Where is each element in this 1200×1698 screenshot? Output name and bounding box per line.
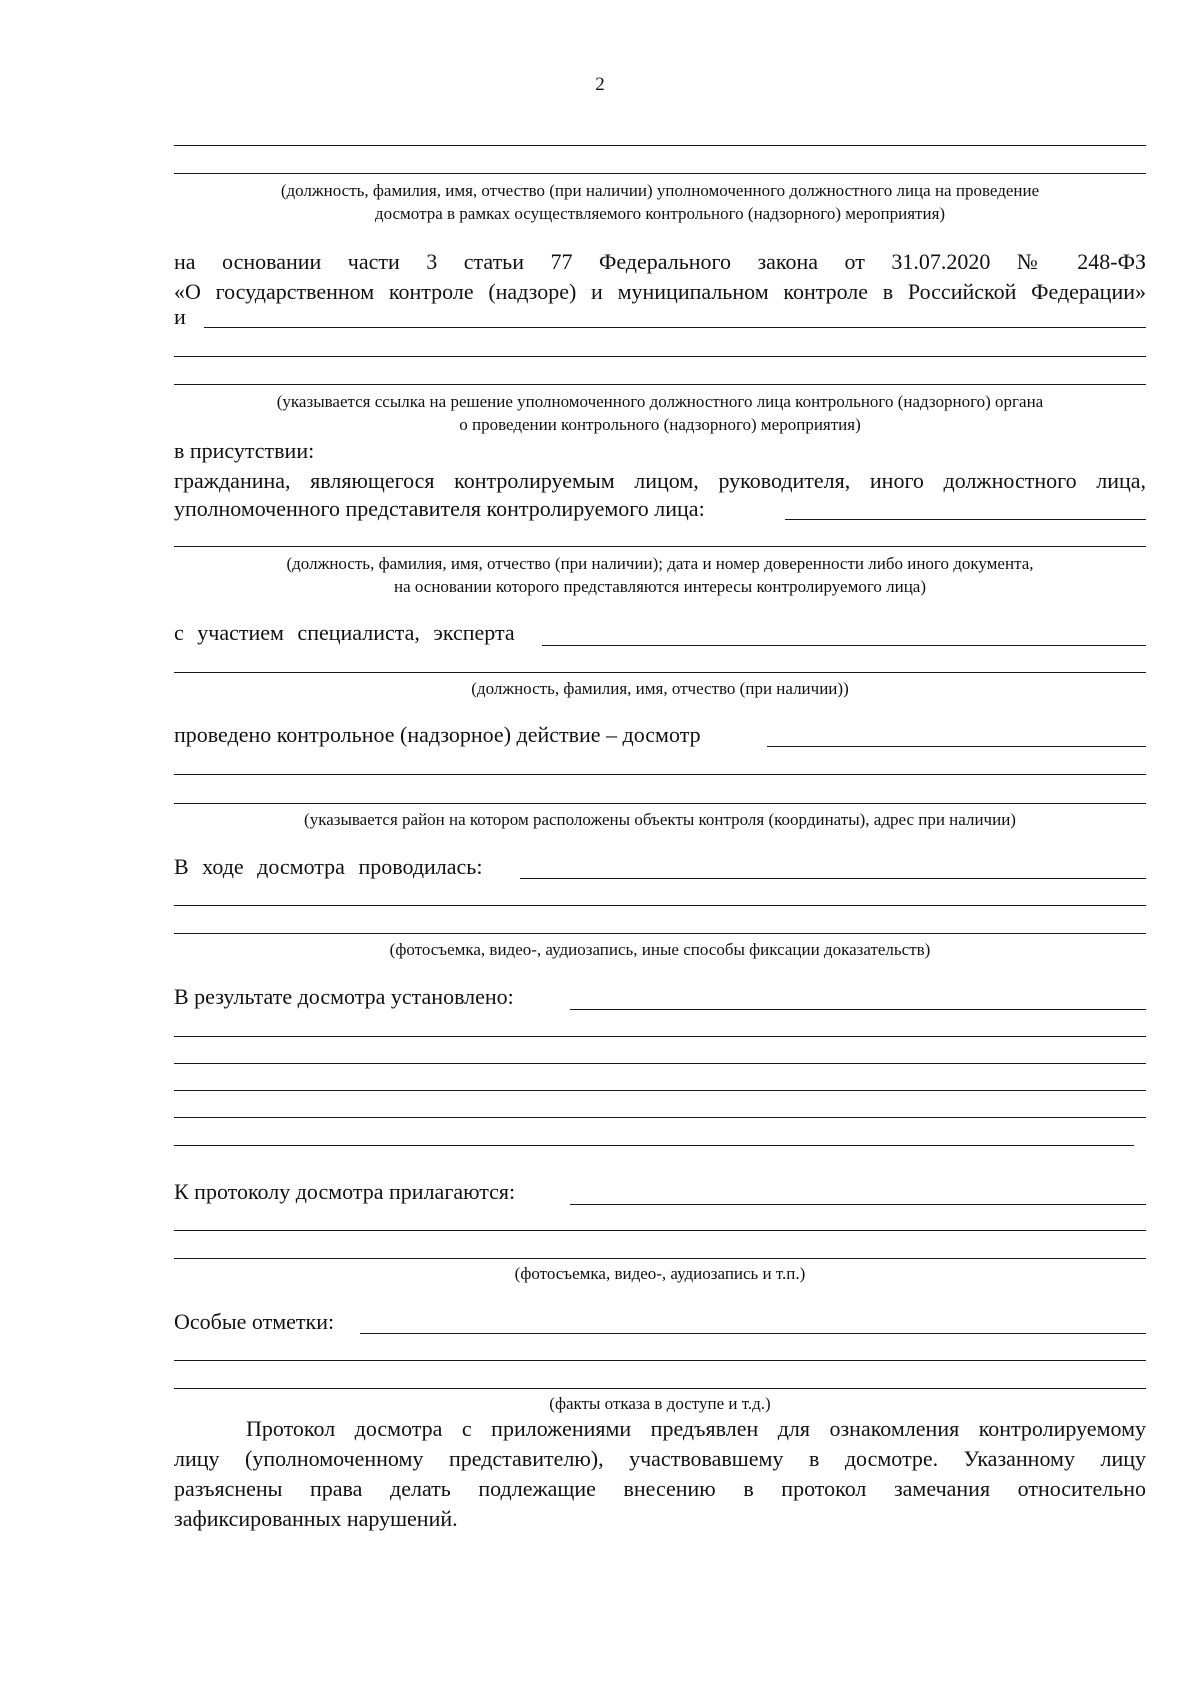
page-number: 2 bbox=[595, 74, 605, 95]
blank-line bbox=[174, 384, 1146, 385]
blank-line bbox=[174, 672, 1146, 673]
blank-line bbox=[785, 519, 1146, 520]
blank-line bbox=[174, 1258, 1146, 1259]
caption-line: (указывается ссылка на решение уполномоченного должностного лица контрольного (надзорного) органа bbox=[276, 392, 1044, 411]
blank-line bbox=[174, 1145, 1134, 1146]
blank-line bbox=[174, 546, 1146, 547]
result-label: В результате досмотра установлено: bbox=[174, 984, 514, 1009]
blank-line bbox=[174, 1063, 1146, 1064]
caption-representative bbox=[170, 552, 1150, 598]
special-label: Особые отметки: bbox=[174, 1309, 335, 1334]
final-paragraph bbox=[174, 1414, 1146, 1534]
final-line: лицу (уполномоченному представителю), участвовавшему в досмотре. Указанному лицу bbox=[174, 1446, 1146, 1471]
basis-line-1: на основании части 3 статьи 77 Федерального закона от 31.07.2020 № 248-ФЗ bbox=[174, 249, 1146, 274]
presence-label: в присутствии: bbox=[174, 438, 315, 463]
caption-line: на основании которого представляются интересы контролируемого лица) bbox=[393, 577, 927, 596]
caption-attachments: (фотосъемка, видео-, аудиозапись и т.п.) bbox=[514, 1264, 806, 1283]
blank-line bbox=[174, 145, 1146, 146]
caption-special-notes: (факты отказа в доступе и т.д.) bbox=[549, 1394, 771, 1413]
blank-line bbox=[570, 1009, 1146, 1010]
blank-line bbox=[174, 933, 1146, 934]
blank-line bbox=[174, 1388, 1146, 1389]
recording-label: В ходе досмотра проводилась: bbox=[174, 854, 483, 879]
blank-line bbox=[174, 803, 1146, 804]
presence-line-2: уполномоченного представителя контролируемого лица: bbox=[174, 496, 705, 521]
final-line: зафиксированных нарушений. bbox=[174, 1506, 458, 1531]
blank-line bbox=[174, 356, 1146, 357]
blank-line bbox=[174, 1036, 1146, 1037]
and-label: и bbox=[174, 304, 186, 329]
blank-line bbox=[174, 1090, 1146, 1091]
caption-line: (должность, фамилия, имя, отчество (при наличии) уполномоченного должностного лица на проведение bbox=[280, 181, 1040, 200]
blank-line bbox=[360, 1333, 1146, 1334]
blank-line bbox=[767, 746, 1146, 747]
caption-inspector bbox=[170, 179, 1150, 225]
blank-line bbox=[520, 878, 1146, 879]
final-line: разъяснены права делать подлежащие внесению в протокол замечания относительно bbox=[174, 1476, 1146, 1501]
blank-line bbox=[204, 327, 1146, 328]
basis-line-2: «О государственном контроле (надзоре) и муниципальном контроле в Российской Федерации» bbox=[174, 279, 1146, 304]
caption-line: о проведении контрольного (надзорного) мероприятия) bbox=[459, 415, 861, 434]
inspection-label: проведено контрольное (надзорное) действие – досмотр bbox=[174, 722, 701, 747]
caption-line: досмотра в рамках осуществляемого контрольного (надзорного) мероприятия) bbox=[374, 204, 946, 223]
presence-line-1: гражданина, являющегося контролируемым лицом, руководителя, иного должностного лица, bbox=[174, 468, 1146, 493]
specialist-label: с участием специалиста, эксперта bbox=[174, 620, 515, 645]
blank-line bbox=[174, 1117, 1146, 1118]
blank-line bbox=[174, 1230, 1146, 1231]
caption-line: (должность, фамилия, имя, отчество (при наличии); дата и номер доверенности либо иного документа, bbox=[286, 554, 1034, 573]
blank-line bbox=[542, 645, 1146, 646]
caption-specialist: (должность, фамилия, имя, отчество (при наличии)) bbox=[471, 679, 849, 698]
caption-recording: (фотосъемка, видео-, аудиозапись, иные способы фиксации доказательств) bbox=[389, 940, 931, 959]
blank-line bbox=[174, 905, 1146, 906]
blank-line bbox=[570, 1204, 1146, 1205]
caption-decision bbox=[170, 390, 1150, 436]
caption-location: (указывается район на котором расположены объекты контроля (координаты), адрес при наличии) bbox=[304, 810, 1016, 829]
final-line: Протокол досмотра с приложениями предъявлен для ознакомления контролируемому bbox=[246, 1416, 1146, 1441]
attachments-label: К протоколу досмотра прилагаются: bbox=[174, 1179, 516, 1204]
blank-line bbox=[174, 774, 1146, 775]
blank-line bbox=[174, 1360, 1146, 1361]
blank-line bbox=[174, 173, 1146, 174]
